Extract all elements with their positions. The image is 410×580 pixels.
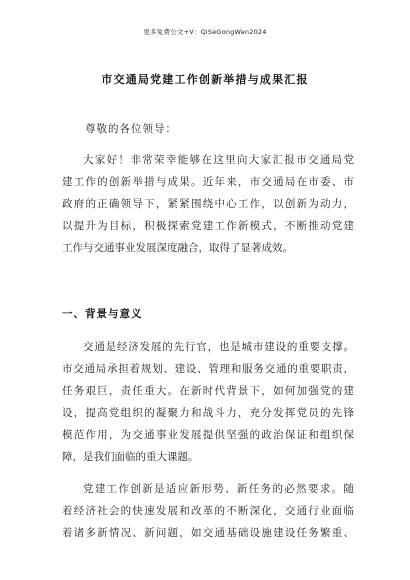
paragraph-line: 交通是经济发展的先行官，也是城市建设的重要支撑。 [83, 341, 354, 353]
paragraph-line: 工作与交通事业发展深度融合，取得了显著成效。 [62, 242, 293, 254]
intro-paragraph [62, 149, 354, 259]
paragraph-line: 模范作用，为交通事业发展提供坚强的政治保证和组织保 [62, 429, 354, 441]
section-heading: 一、背景与意义 [62, 308, 143, 320]
section-paragraph [62, 478, 354, 544]
paragraph-line: 以提升为目标，积极探索党建工作新模式，不断推动党建 [62, 220, 354, 232]
header-note: 更多免费公文+V：QiSeGongWen2024 [143, 28, 267, 36]
paragraph-line: 党建工作创新是适应新形势、新任务的必然要求。随 [83, 483, 354, 495]
paragraph-line: 建工作的创新举措与成果。近年来，市交通局在市委、市 [62, 176, 354, 188]
paragraph-line: 政府的正确领导下，紧紧围绕中心工作，以创新为动力， [62, 198, 354, 210]
document-title: 市交通局党建工作创新举措与成果汇报 [101, 73, 309, 86]
greeting: 尊敬的各位领导： [85, 123, 177, 135]
paragraph-line: 市交通局承担着规划、建设、管理和服务交通的重要职责， [62, 363, 354, 375]
paragraph-line: 着诸多新情况、新问题，如交通基础设施建设任务繁重、 [62, 527, 354, 539]
paragraph-line: 着经济社会的快速发展和改革的不断深化，交通行业面临 [62, 505, 354, 517]
paragraph-line: 大家好！非常荣幸能够在这里向大家汇报市交通局党 [83, 154, 354, 166]
paragraph-line: 障，是我们面临的重大课题。 [62, 451, 199, 463]
paragraph-line: 设，提高党组织的凝聚力和战斗力，充分发挥党员的先锋 [62, 407, 354, 419]
section-paragraph [62, 336, 354, 468]
paragraph-line: 任务艰巨，责任重大。在新时代背景下，如何加强党的建 [62, 385, 354, 397]
